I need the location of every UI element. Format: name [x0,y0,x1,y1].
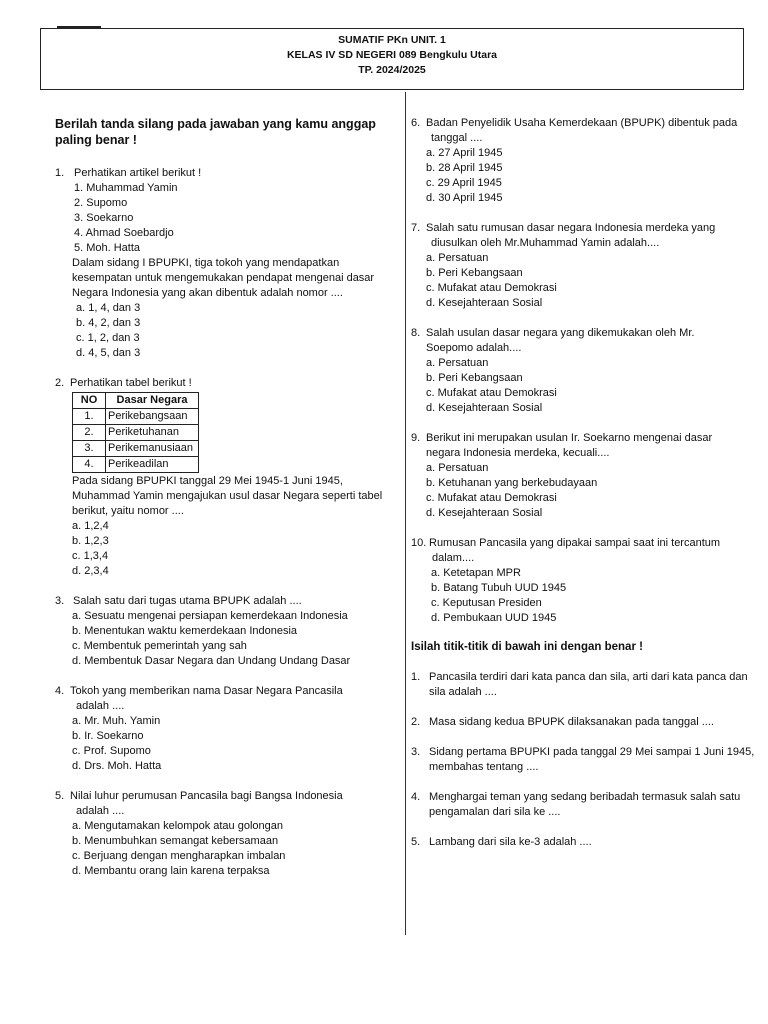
answer-option[interactable]: a. 1, 4, dan 3 [76,302,141,314]
answer-option[interactable]: d. Membantu orang lain karena terpaksa [72,865,270,877]
answer-option[interactable]: a. Persatuan [426,462,489,474]
question-8 [411,326,763,416]
question-6 [411,116,763,206]
answer-option[interactable]: d. Drs. Moh. Hatta [72,760,162,772]
right-column [411,116,763,850]
answer-option[interactable]: d. 4, 5, dan 3 [76,347,141,359]
answer-option[interactable]: b. Ketuhanan yang berkebudayaan [426,477,598,489]
question-3 [55,594,400,669]
question-stem-continued: diusulkan oleh Mr.Muhammad Yamin adalah.... [431,237,660,249]
essay-text: Menghargai teman yang sedang beribadah termasuk salah satu pengamalan dari sila ke .... [429,791,741,818]
table-cell: 4. [73,457,106,473]
answer-option[interactable]: a. 1,2,4 [72,520,109,532]
essay-text: Sidang pertama BPUPKI pada tanggal 29 Mei sampai 1 Juni 1945, membahas tentang .... [429,746,755,773]
dasar-negara-table [72,392,199,473]
answer-option[interactable]: a. Persatuan [426,357,489,369]
table-row [73,441,199,457]
essay-number: 1. [411,671,421,683]
table-cell: Perikemanusiaan [106,441,199,457]
list-item: 1. Muhammad Yamin [74,182,178,194]
question-text: Pada sidang BPUPKI tanggal 29 Mei 1945-1 Juni 1945, Muhammad Yamin mengajukan usul dasar Negara seperti tabel berikut, yaitu nomor .... [72,475,383,517]
multiple-choice-instruction: Berilah tanda silang pada jawaban yang kamu anggap paling benar ! [55,117,376,147]
question-number: 10. [411,537,427,549]
answer-option[interactable]: c. Berjuang dengan mengharapkan imbalan [72,850,286,862]
table-row [73,425,199,441]
answer-option[interactable]: b. Menumbuhkan semangat kebersamaan [72,835,279,847]
essay-item [411,715,763,730]
question-text: Dalam sidang I BPUPKI, tiga tokoh yang mendapatkan kesempatan untuk mengemukakan pendapat mengenai dasar Negara Indonesia yang akan dibentuk adalah nomor .... [72,257,375,299]
table-cell: 1. [73,409,106,425]
exam-year: TP. 2024/2025 [358,64,426,76]
answer-option[interactable]: c. Mufakat atau Demokrasi [426,282,557,294]
table-cell: Perikebangsaan [106,409,199,425]
question-stem-continued: negara Indonesia merdeka, kecuali.... [426,447,610,459]
essay-number: 5. [411,836,421,848]
essay-text: Lambang dari sila ke-3 adalah .... [429,836,592,848]
exam-title: SUMATIF PKn UNIT. 1 [338,34,446,46]
answer-option[interactable]: a. 27 April 1945 [426,147,503,159]
question-stem-continued: adalah .... [76,805,125,817]
answer-option[interactable]: a. Persatuan [426,252,489,264]
table-row [73,457,199,473]
question-stem-continued: tanggal .... [431,132,483,144]
essay-item [411,790,763,820]
table-cell: 3. [73,441,106,457]
table-header-dasar-negara: Dasar Negara [106,393,199,409]
question-4 [55,684,400,774]
answer-option[interactable]: a. Sesuatu mengenai persiapan kemerdekaan Indonesia [72,610,348,622]
list-item: 4. Ahmad Soebardjo [74,227,174,239]
answer-option[interactable]: b. Ir. Soekarno [72,730,144,742]
list-item: 2. Supomo [74,197,128,209]
exam-header [40,28,744,90]
table-cell: 2. [73,425,106,441]
question-stem: Nilai luhur perumusan Pancasila bagi Bangsa Indonesia [70,790,343,802]
question-1 [55,166,400,361]
list-item: 3. Soekarno [74,212,134,224]
question-stem: Tokoh yang memberikan nama Dasar Negara Pancasila [70,685,343,697]
answer-option[interactable]: d. 30 April 1945 [426,192,503,204]
answer-option[interactable]: d. Kesejahteraan Sosial [426,402,543,414]
essay-item [411,745,763,775]
question-number: 3. [55,595,65,607]
question-number: 4. [55,685,65,697]
essay-item [411,670,763,700]
answer-option[interactable]: c. 1, 2, dan 3 [76,332,140,344]
answer-option[interactable]: c. Membentuk pemerintah yang sah [72,640,247,652]
answer-option[interactable]: d. Membentuk Dasar Negara dan Undang Undang Dasar [72,655,351,667]
answer-option[interactable]: c. Mufakat atau Demokrasi [426,492,557,504]
answer-option[interactable]: b. Peri Kebangsaan [426,372,523,384]
table-cell: Periketuhanan [106,425,199,441]
answer-option[interactable]: d. Pembukaan UUD 1945 [431,612,557,624]
answer-option[interactable]: a. Ketetapan MPR [431,567,521,579]
question-stem: Berikut ini merupakan usulan Ir. Soekarno mengenai dasar [426,432,713,444]
left-column [55,116,400,879]
answer-option[interactable]: d. 2,3,4 [72,565,109,577]
question-7 [411,221,763,311]
question-number: 9. [411,432,421,444]
question-stem-continued: dalam.... [432,552,475,564]
table-header-no: NO [73,393,106,409]
header-tick-mark [57,26,101,28]
question-number: 5. [55,790,65,802]
fill-in-instruction: Isilah titik-titik di bawah ini dengan benar ! [411,641,643,653]
essay-number: 4. [411,791,421,803]
answer-option[interactable]: a. Mengutamakan kelompok atau golongan [72,820,283,832]
answer-option[interactable]: c. Keputusan Presiden [431,597,542,609]
answer-option[interactable]: b. Menentukan waktu kemerdekaan Indonesia [72,625,298,637]
question-stem: Salah usulan dasar negara yang dikemukakan oleh Mr. [426,327,695,339]
question-stem: Rumusan Pancasila yang dipakai sampai saat ini tercantum [429,537,721,549]
question-stem-continued: Soepomo adalah.... [426,342,522,354]
answer-option[interactable]: c. 29 April 1945 [426,177,502,189]
question-number: 8. [411,327,421,339]
question-10 [411,536,763,626]
answer-option[interactable]: b. Peri Kebangsaan [426,267,523,279]
essay-number: 2. [411,716,421,728]
question-stem: Salah satu rumusan dasar negara Indonesia merdeka yang [426,222,716,234]
answer-option[interactable]: b. 1,2,3 [72,535,109,547]
answer-option[interactable]: c. Prof. Supomo [72,745,151,757]
list-item: 5. Moh. Hatta [74,242,141,254]
table-cell: Perikeadilan [106,457,199,473]
question-number: 7. [411,222,421,234]
answer-option[interactable]: a. Mr. Muh. Yamin [72,715,161,727]
essay-item [411,835,763,850]
table-row [73,409,199,425]
answer-option[interactable]: b. 4, 2, dan 3 [76,317,141,329]
question-9 [411,431,763,521]
question-number: 6. [411,117,421,129]
question-stem: Salah satu dari tugas utama BPUPK adalah .... [73,595,302,607]
question-2 [55,376,400,579]
answer-option[interactable]: b. Batang Tubuh UUD 1945 [431,582,567,594]
answer-option[interactable]: d. Kesejahteraan Sosial [426,507,543,519]
answer-option[interactable]: b. 28 April 1945 [426,162,503,174]
answer-option[interactable]: c. Mufakat atau Demokrasi [426,387,557,399]
question-5 [55,789,400,879]
question-number: 2. [55,377,65,389]
question-stem: Badan Penyelidik Usaha Kemerdekaan (BPUPK) dibentuk pada [426,117,738,129]
question-number: 1. [55,167,65,179]
essay-text: Pancasila terdiri dari kata panca dan sila, arti dari kata panca dan sila adalah .... [429,671,748,698]
answer-option[interactable]: d. Kesejahteraan Sosial [426,297,543,309]
question-stem-continued: adalah .... [76,700,125,712]
column-divider [405,92,406,935]
question-stem: Perhatikan tabel berikut ! [70,377,192,389]
essay-text: Masa sidang kedua BPUPK dilaksanakan pada tanggal .... [429,716,714,728]
exam-class: KELAS IV SD NEGERI 089 Bengkulu Utara [286,49,498,61]
essay-number: 3. [411,746,421,758]
answer-option[interactable]: c. 1,3,4 [72,550,109,562]
question-stem: Perhatikan artikel berikut ! [74,167,202,179]
